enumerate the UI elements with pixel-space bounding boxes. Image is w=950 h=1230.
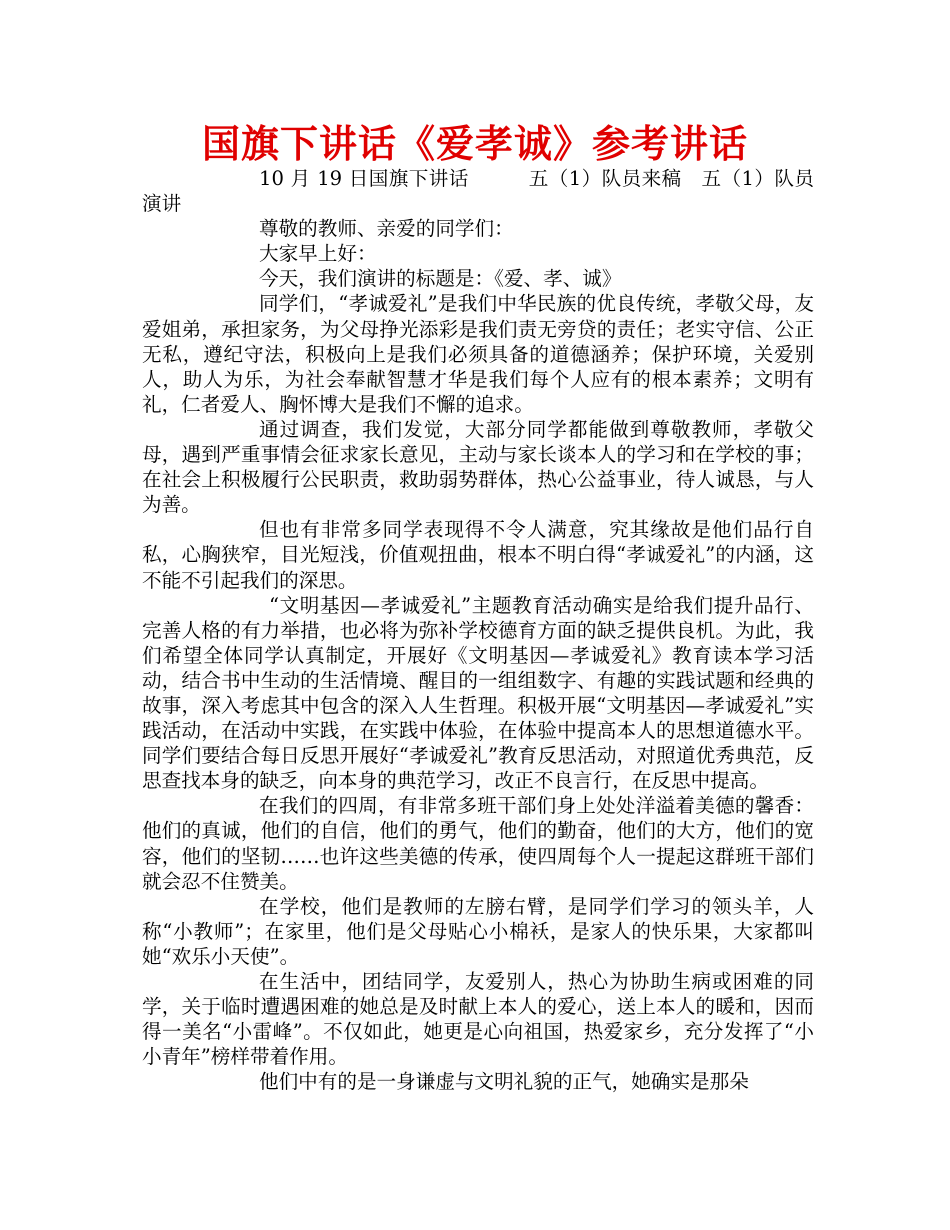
salutation: 尊敬的教师、亲爱的同学们： <box>259 217 514 241</box>
paragraph: 在学校，他们是教师的左膀右臂，是同学们学习的领头羊，人称“小教师”；在家里，他们是父母贴心小棉袄，是家人的快乐果，大家都叫她“欢乐小天使”。 <box>142 894 814 968</box>
topic-line: 今天，我们演讲的标题是：《爱、孝、诚》 <box>259 267 622 291</box>
greeting: 大家早上好： <box>259 242 377 266</box>
paragraph: 在我们的四周，有非常多班干部们身上处处洋溢着美德的馨香：他们的真诚，他们的自信，他们的勇气，他们的勤奋，他们的大方，他们的宽容，他们的坚韧……也许这些美德的传承，使四周每个人一提起这群班干部们就会忍不住赞美。 <box>142 794 814 893</box>
paragraph: 在生活中，团结同学，友爱别人，热心为协助生病或困难的同学，关于临时遭遇困难的她总是及时献上本人的爱心，送上本人的暖和，因而得一美名“小雷峰”。不仅如此，她更是心向祖国，热爱家乡，充分发挥了“小小青年”榜样带着作用。 <box>142 970 814 1069</box>
paragraph: 通过调查，我们发觉，大部分同学都能做到尊敬教师，孝敬父母，遇到严重事情会征求家长意见，主动与家长谈本人的学习和在学校的事；在社会上积极履行公民职责，救助弱势群体，热心公益事业，待人诚恳，与人为善。 <box>142 417 814 517</box>
header-line: 10 月 19 日国旗下讲话 五（1）队员来稿 五（1）队员演讲 <box>142 167 814 216</box>
paragraph: 但也有非常多同学表现得不令人满意，究其缘故是他们品行自私，心胸狭窄，目光短浅，价值观扭曲，根本不明白得“孝诚爱礼”的内涵，这不能不引起我们的深思。 <box>142 518 814 592</box>
document-body <box>142 166 814 1094</box>
paragraph: 他们中有的是一身谦虚与文明礼貌的正气，她确实是那朵 <box>259 1070 749 1094</box>
document-title: 国旗下讲话《爱孝诚》参考讲话 <box>201 122 748 166</box>
paragraph: 同学们，“孝诚爱礼”是我们中华民族的优良传统，孝敬父母，友爱姐弟，承担家务，为父母挣光添彩是我们责无旁贷的责任；老实守信、公正无私，遵纪守法，积极向上是我们必须具备的道德涵养；保护环境，关爱别人，助人为乐，为社会奉献智慧才华是我们每个人应有的根本素养；文明有礼，仁者爱人、胸怀博大是我们不懈的追求。 <box>142 292 814 416</box>
paragraph: “文明基因—孝诚爱礼”主题教育活动确实是给我们提升品行、完善人格的有力举措，也必将为弥补学校德育方面的缺乏提供良机。为此，我们希望全体同学认真制定，开展好《文明基因—孝诚爱礼》教育读本学习活动，结合书中生动的生活情境、醒目的一组组数字、有趣的实践试题和经典的故事，深入考虑其中包含的深入人生哲理。积极开展“文明基因—孝诚爱礼”实践活动，在活动中实践，在实践中体验，在体验中提高本人的思想道德水平。同学们要结合每日反思开展好“孝诚爱礼”教育反思活动，对照道优秀典范，反思查找本身的缺乏，向本身的典范学习，改正不良言行，在反思中提高。 <box>142 593 814 793</box>
